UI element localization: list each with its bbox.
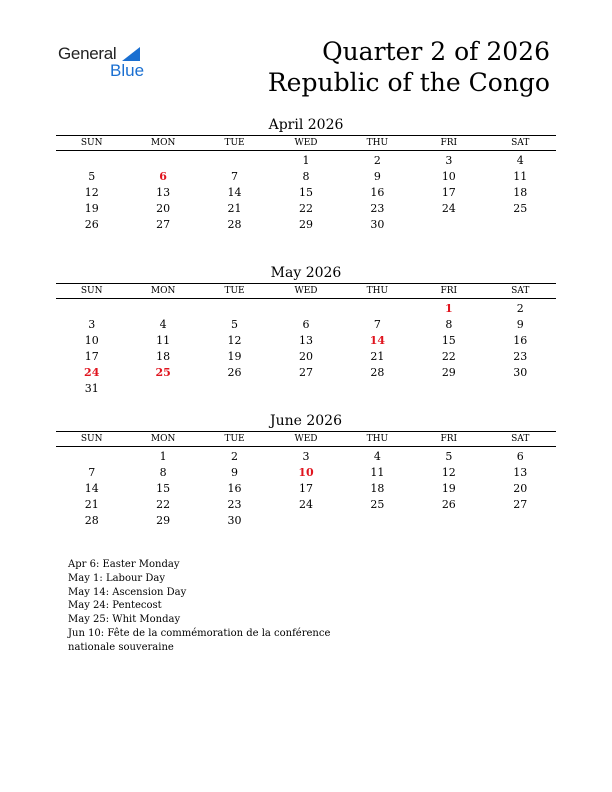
empty-day-cell	[127, 153, 198, 169]
week-row	[56, 349, 556, 365]
day-cell: 26	[441, 498, 456, 511]
day-cell: 27	[156, 218, 171, 231]
day-cell: 2	[231, 450, 239, 463]
week-row	[56, 481, 556, 497]
day-cell: 5	[231, 318, 239, 331]
day-cell: 17	[84, 350, 99, 363]
generalblue-logo	[58, 44, 158, 82]
day-cell: 28	[84, 514, 99, 527]
day-cell: 1	[159, 450, 167, 463]
week-row	[56, 381, 556, 397]
day-cell: 25	[513, 202, 528, 215]
weekday-label: WED	[294, 138, 318, 148]
weekday-label: FRI	[440, 138, 458, 148]
week-row	[56, 201, 556, 217]
empty-day-cell	[127, 301, 198, 317]
day-cell: 10	[441, 170, 456, 183]
empty-day-cell	[270, 513, 341, 529]
day-cell: 30	[227, 514, 242, 527]
holiday-day-cell: 1	[444, 302, 453, 315]
day-cell: 23	[227, 498, 242, 511]
weekday-label: THU	[366, 434, 389, 444]
weekday-label: THU	[366, 138, 389, 148]
day-cell: 21	[84, 498, 99, 511]
logo-blue-text: Blue	[110, 61, 145, 80]
day-cell: 15	[441, 334, 456, 347]
day-cell: 12	[441, 466, 456, 479]
day-cell: 11	[156, 334, 171, 347]
weekday-label: SUN	[80, 434, 103, 444]
day-cell: 27	[513, 498, 528, 511]
day-cell: 16	[513, 334, 528, 347]
day-cell: 30	[370, 218, 385, 231]
day-cell: 29	[441, 366, 456, 379]
day-cell: 24	[298, 498, 313, 511]
day-cell: 2	[373, 154, 381, 167]
day-cell: 20	[513, 482, 528, 495]
empty-day-cell	[56, 153, 127, 169]
day-cell: 25	[370, 498, 385, 511]
week-row	[56, 513, 556, 529]
weekday-label: SAT	[511, 138, 530, 148]
month-block	[56, 116, 556, 233]
day-cell: 18	[513, 186, 528, 199]
weekday-label: THU	[366, 286, 389, 296]
holiday-day-cell: 25	[155, 366, 171, 379]
holiday-list-item: May 1: Labour Day	[68, 572, 165, 584]
day-cell: 3	[445, 154, 453, 167]
empty-day-cell	[485, 381, 556, 397]
holiday-list-item: May 14: Ascension Day	[68, 586, 187, 598]
day-cell: 4	[516, 154, 524, 167]
weekday-header	[56, 135, 556, 151]
day-cell: 16	[370, 186, 385, 199]
holiday-list-item: Apr 6: Easter Monday	[68, 559, 180, 570]
day-cell: 15	[156, 482, 171, 495]
day-cell: 13	[513, 466, 528, 479]
day-cell: 9	[231, 466, 239, 479]
day-cell: 29	[298, 218, 313, 231]
week-row	[56, 365, 556, 381]
month-title: April 2026	[268, 117, 344, 133]
empty-day-cell	[485, 513, 556, 529]
day-cell: 5	[88, 170, 96, 183]
month-title: May 2026	[270, 265, 342, 281]
empty-day-cell	[413, 217, 484, 233]
month-block	[56, 264, 556, 397]
holiday-day-cell: 6	[159, 170, 167, 183]
day-cell: 28	[370, 366, 385, 379]
day-cell: 18	[156, 350, 171, 363]
day-cell: 15	[298, 186, 313, 199]
day-cell: 31	[84, 382, 99, 395]
weekday-label: TUE	[224, 434, 245, 444]
empty-day-cell	[56, 449, 127, 465]
day-cell: 7	[88, 466, 96, 479]
empty-day-cell	[342, 513, 413, 529]
holiday-list-item: May 25: Whit Monday	[68, 614, 181, 626]
holiday-list	[68, 558, 368, 655]
day-cell: 9	[373, 170, 381, 183]
month-title: June 2026	[269, 413, 342, 429]
day-cell: 3	[302, 450, 310, 463]
week-row	[56, 333, 556, 349]
empty-day-cell	[413, 513, 484, 529]
day-cell: 23	[370, 202, 385, 215]
day-cell: 3	[88, 318, 96, 331]
day-cell: 30	[513, 366, 528, 379]
day-cell: 17	[298, 482, 313, 495]
week-row	[56, 169, 556, 185]
holiday-list-item: May 24: Pentecost	[68, 600, 162, 612]
logo-flag-icon	[122, 47, 140, 61]
weekday-label: MON	[150, 138, 176, 148]
day-cell: 14	[227, 186, 242, 199]
day-cell: 12	[84, 186, 99, 199]
empty-day-cell	[56, 301, 127, 317]
weekday-header	[56, 431, 556, 447]
weekday-header	[56, 283, 556, 299]
month-block	[56, 412, 556, 529]
day-cell: 6	[302, 318, 310, 331]
day-cell: 10	[84, 334, 99, 347]
day-cell: 28	[227, 218, 242, 231]
day-cell: 8	[302, 170, 310, 183]
weekday-label: MON	[150, 434, 176, 444]
logo-general-text: General	[58, 44, 117, 63]
day-cell: 8	[445, 318, 453, 331]
title-quarter: Quarter 2 of 2026	[322, 37, 550, 66]
day-cell: 7	[373, 318, 381, 331]
empty-day-cell	[199, 153, 270, 169]
week-row	[56, 217, 556, 233]
weekday-label: TUE	[224, 286, 245, 296]
holiday-day-cell: 14	[369, 334, 386, 347]
title-country: Republic of the Congo	[267, 68, 550, 97]
empty-day-cell	[270, 301, 341, 317]
day-cell: 24	[441, 202, 456, 215]
day-cell: 11	[370, 466, 385, 479]
weekday-label: SUN	[80, 138, 103, 148]
day-cell: 19	[441, 482, 456, 495]
day-cell: 20	[298, 350, 313, 363]
day-cell: 20	[156, 202, 171, 215]
day-cell: 14	[84, 482, 99, 495]
day-cell: 11	[513, 170, 528, 183]
day-cell: 5	[445, 450, 453, 463]
day-cell: 29	[156, 514, 171, 527]
holiday-day-cell: 10	[298, 466, 314, 479]
day-cell: 27	[298, 366, 313, 379]
day-cell: 26	[84, 218, 99, 231]
empty-day-cell	[199, 381, 270, 397]
weekday-label: FRI	[440, 286, 458, 296]
empty-day-cell	[270, 381, 341, 397]
weekday-label: SAT	[511, 286, 530, 296]
weekday-label: WED	[294, 286, 318, 296]
day-cell: 22	[156, 498, 171, 511]
day-cell: 1	[302, 154, 310, 167]
day-cell: 9	[516, 318, 524, 331]
day-cell: 13	[298, 334, 313, 347]
day-cell: 16	[227, 482, 242, 495]
day-cell: 7	[231, 170, 239, 183]
day-cell: 23	[513, 350, 528, 363]
empty-day-cell	[413, 381, 484, 397]
weekday-label: WED	[294, 434, 318, 444]
week-row	[56, 449, 556, 465]
day-cell: 22	[298, 202, 313, 215]
empty-day-cell	[199, 301, 270, 317]
day-cell: 13	[156, 186, 171, 199]
weekday-label: FRI	[440, 434, 458, 444]
week-row	[56, 465, 556, 481]
day-cell: 2	[516, 302, 524, 315]
weekday-label: SUN	[80, 286, 103, 296]
week-row	[56, 317, 556, 333]
holiday-day-cell: 24	[84, 366, 100, 379]
day-cell: 4	[159, 318, 167, 331]
week-row	[56, 497, 556, 513]
empty-day-cell	[485, 217, 556, 233]
day-cell: 6	[516, 450, 524, 463]
empty-day-cell	[127, 381, 198, 397]
day-cell: 12	[227, 334, 242, 347]
day-cell: 21	[227, 202, 242, 215]
day-cell: 21	[370, 350, 385, 363]
day-cell: 19	[84, 202, 99, 215]
day-cell: 8	[159, 466, 167, 479]
week-row	[56, 301, 556, 317]
empty-day-cell	[342, 381, 413, 397]
page-title	[268, 36, 550, 98]
day-cell: 26	[227, 366, 242, 379]
day-cell: 4	[373, 450, 381, 463]
week-row	[56, 185, 556, 201]
day-cell: 22	[441, 350, 456, 363]
day-cell: 18	[370, 482, 385, 495]
weekday-label: TUE	[224, 138, 245, 148]
week-row	[56, 153, 556, 169]
weekday-label: SAT	[511, 434, 530, 444]
empty-day-cell	[342, 301, 413, 317]
day-cell: 19	[227, 350, 242, 363]
day-cell: 17	[441, 186, 456, 199]
weekday-label: MON	[150, 286, 176, 296]
holiday-list-item: Jun 10: Fête de la commémoration de la conférence nationale souveraine	[68, 627, 331, 653]
